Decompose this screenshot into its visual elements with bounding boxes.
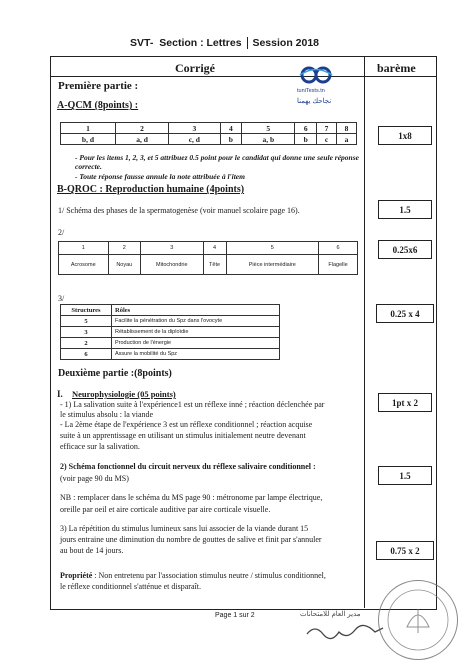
qcm-item: 5 — [242, 123, 295, 134]
roles-table — [60, 304, 280, 360]
rep-num: 2 — [108, 242, 141, 255]
roles-role: Facilite la pénétration du Spz dans l'ovocyte — [112, 316, 280, 327]
q1-text: 1/ Schéma des phases de la spermatogenèse (voir manuel scolaire page 16). — [58, 206, 300, 215]
header-session: Session 2018 — [247, 37, 319, 49]
section-i-title: Neurophysiologie (05 points) — [72, 389, 176, 399]
qcm-item: 3 — [169, 123, 220, 134]
p3-line-b: jours entraine une diminution du nombre de gouttes de salive et finit par s'annuler — [60, 535, 322, 544]
rep-label: Flagelle — [319, 255, 358, 275]
q2-label: 2/ — [58, 228, 65, 237]
roles-structure: 2 — [61, 338, 112, 349]
roles-row — [61, 338, 280, 349]
header-row-divider — [50, 76, 436, 77]
p3-line-a: 3) La répétition du stimulus lumineux sans lui associer de la viande durant 15 — [60, 524, 309, 533]
roles-role: Rétablissement de la diploïdie — [112, 327, 280, 338]
p1-line-c: - La 2ème étape de l'expérience 3 est un réflexe conditionnel ; réaction acquise — [60, 420, 313, 429]
handwritten-signature — [305, 622, 385, 647]
qcm-title: A-QCM (8points) : — [57, 100, 139, 111]
p2-line-b: (voir page 90 du MS) — [60, 474, 129, 483]
header-subject: SVT- — [130, 37, 154, 49]
rep-num: 5 — [226, 242, 318, 255]
qcm-answer: b, d — [61, 134, 116, 145]
partie2-title: Deuxième partie :(8points) — [58, 368, 172, 379]
qcm-note-2: - Toute réponse fausse annule la note attribuée à l'item — [75, 172, 245, 181]
q1-bareme: 1.5 — [378, 200, 432, 219]
roles-head-roles: Rôles — [112, 305, 280, 316]
roles-row — [61, 316, 280, 327]
qcm-answer: c, d — [169, 134, 220, 145]
p1-line-d: suite à un apprentissage en utilisant un stimulus initialement neutre devenant — [60, 431, 306, 440]
p2-line-a: 2) Schéma fonctionnel du circuit nerveux du réflexe salivaire conditionnel : — [60, 462, 316, 471]
qcm-item: 4 — [220, 123, 242, 134]
signature-title: مدير العام للامتحانات — [300, 611, 361, 618]
qcm-note-1: - Pour les items 1, 2, 3, et 5 attribuez 0.5 point pour le candidat qui donne une seule réponse correcte. — [75, 153, 359, 171]
p1-line-b: le stimulus absolu : la viande — [60, 410, 154, 419]
column-divider — [364, 56, 365, 608]
p3-bareme: 0.75 x 2 — [376, 541, 434, 560]
roles-role: Production de l'énergie — [112, 338, 280, 349]
roles-row — [61, 349, 280, 360]
page-number: Page 1 sur 2 — [215, 612, 255, 619]
p1-line-a: - 1) La salivation suite à l'expérience1 est un réflexe inné ; réaction déclenchée par — [60, 400, 325, 409]
qcm-item: 6 — [295, 123, 317, 134]
qcm-items-row — [61, 123, 357, 134]
roles-structure: 6 — [61, 349, 112, 360]
header-section: Section : Lettres — [159, 37, 242, 49]
q3-label: 3/ — [58, 294, 65, 303]
logo-text: tuniTests.tn — [297, 88, 325, 94]
rep-labels-row — [59, 255, 358, 275]
qroc-title: B-QROC : Reproduction humaine (4points) — [57, 184, 245, 195]
qcm-item: 1 — [61, 123, 116, 134]
official-stamp — [378, 580, 458, 660]
roles-row — [61, 327, 280, 338]
roles-role: Assure la mobilité du Spz — [112, 349, 280, 360]
roles-structure: 5 — [61, 316, 112, 327]
rep-label: Acrosome — [59, 255, 109, 275]
spermatozoid-table — [58, 241, 358, 275]
qcm-answers-row — [61, 134, 357, 145]
qcm-answer: b — [295, 134, 317, 145]
qcm-item: 2 — [115, 123, 168, 134]
tunitests-logo — [297, 66, 335, 105]
propriete-line-b: le réflexe conditionnel s'atténue et disparaît. — [60, 582, 201, 591]
p1-bareme: 1pt x 2 — [378, 393, 432, 412]
rep-num: 6 — [319, 242, 358, 255]
p2-bareme: 1.5 — [378, 466, 432, 485]
propriete-text-a: : Non entretenu par l'association stimulus neutre / stimulus conditionnel, — [92, 571, 326, 580]
rep-num: 4 — [203, 242, 226, 255]
propriete-label: Propriété — [60, 571, 93, 580]
roles-head-row — [61, 305, 280, 316]
rep-label: Pièce intermédiaire — [226, 255, 318, 275]
p3-line-c: au bout de 14 jours. — [60, 546, 124, 555]
exam-header — [130, 37, 322, 49]
p1-line-e: efficace sur la salivation. — [60, 442, 140, 451]
q2-bareme: 0.25x6 — [378, 240, 432, 259]
rep-label: Noyau — [108, 255, 141, 275]
nb-line-b: oreille par oeil et aire corticale auditive par aire corticale visuelle. — [60, 505, 271, 514]
bareme-heading: barème — [377, 61, 416, 75]
rep-label: Mitochondrie — [141, 255, 203, 275]
qcm-item: 8 — [337, 123, 357, 134]
qcm-table — [60, 122, 357, 145]
roles-structure: 3 — [61, 327, 112, 338]
qcm-answer: c — [317, 134, 337, 145]
qcm-item: 7 — [317, 123, 337, 134]
roles-head-structures: Structures — [61, 305, 112, 316]
logo-arabic: نجاحك يهمنا — [297, 98, 332, 105]
rep-num: 1 — [59, 242, 109, 255]
rep-num: 3 — [141, 242, 203, 255]
q3-bareme: 0.25 x 4 — [376, 304, 434, 323]
corrige-heading: Corrigé — [175, 61, 215, 75]
qcm-bareme: 1x8 — [378, 126, 432, 145]
qcm-answer: b — [220, 134, 242, 145]
partie1-title: Première partie : — [58, 80, 139, 92]
section-i-num: I. — [57, 389, 63, 399]
propriete-line-a — [60, 571, 326, 581]
qcm-answer: a, b — [242, 134, 295, 145]
rep-nums-row — [59, 242, 358, 255]
qcm-answer: a — [337, 134, 357, 145]
nb-line-a: NB : remplacer dans le schéma du MS page 90 : métronome par lampe électrique, — [60, 493, 323, 502]
rep-label: Tête — [203, 255, 226, 275]
qcm-answer: a, d — [115, 134, 168, 145]
